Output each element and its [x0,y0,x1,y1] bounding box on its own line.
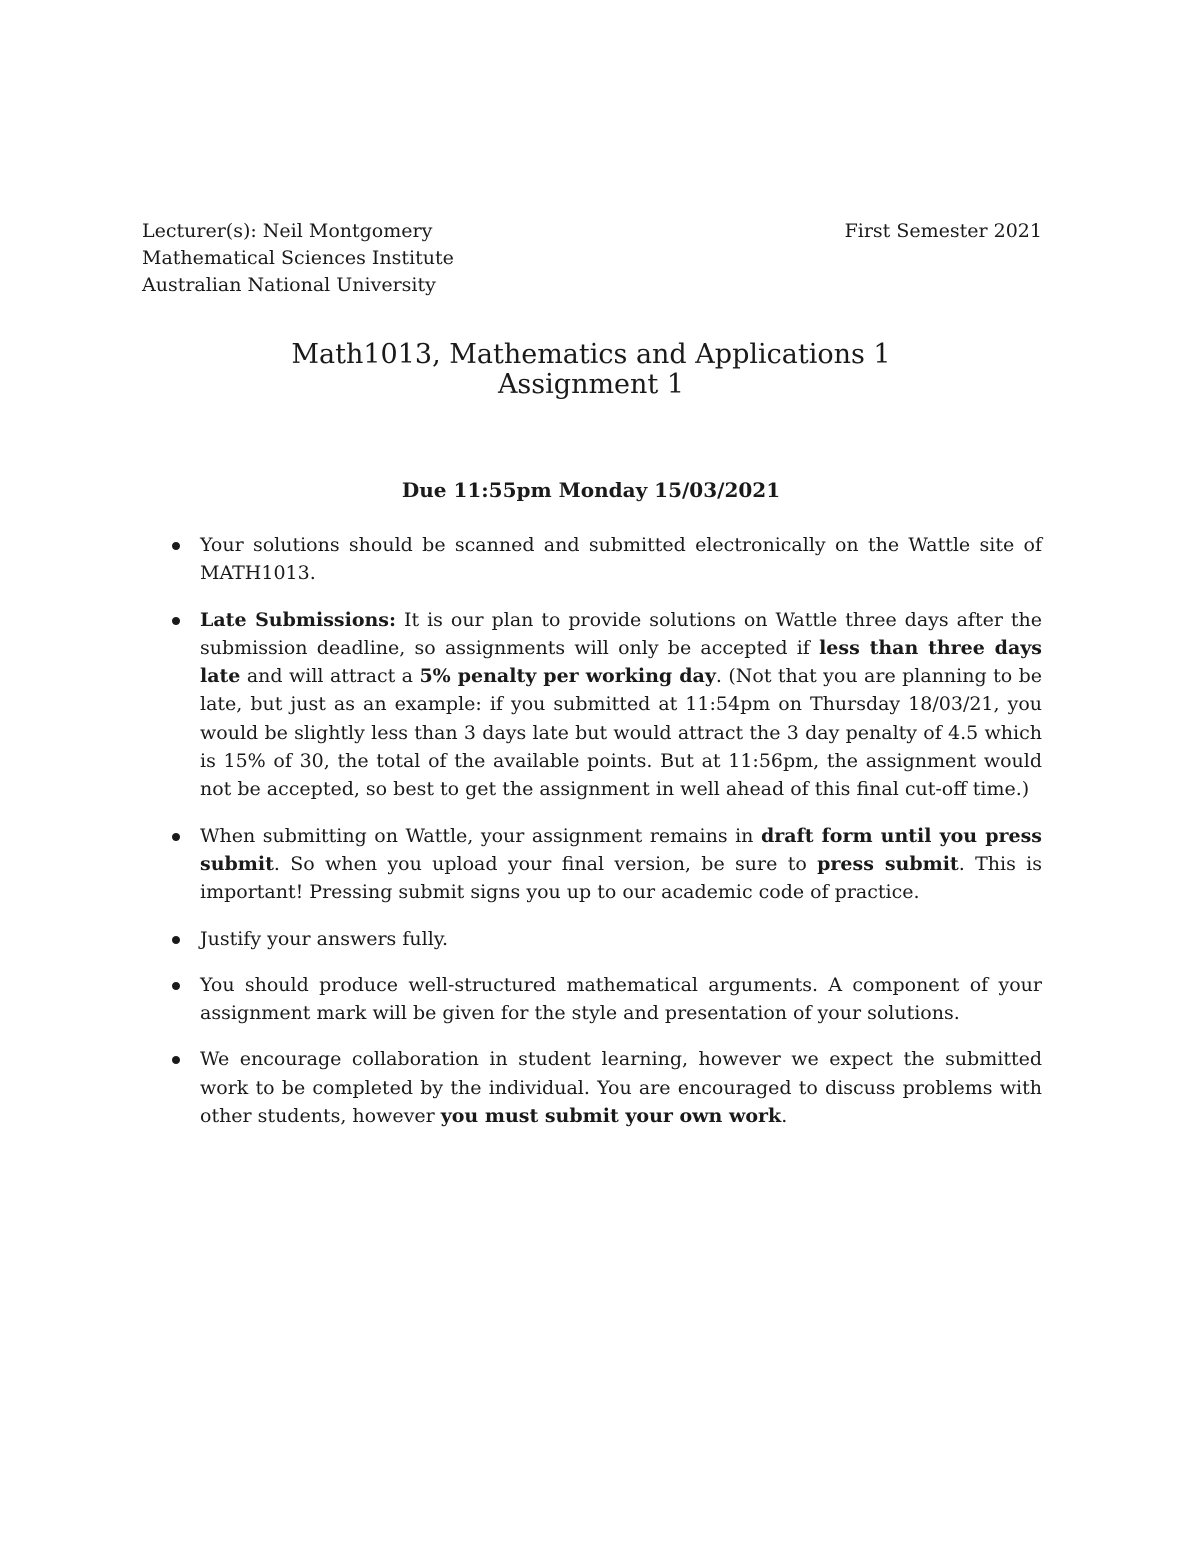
bullet-icon [172,936,180,944]
list-item [172,971,1042,1028]
list-item [172,822,1042,907]
lecturer-info [142,218,454,299]
bullet-icon [172,982,180,990]
university-line: Australian National University [142,274,436,296]
instructions-list [172,531,1042,1148]
list-item [172,531,1042,588]
bullet-text: It is our plan to provide solutions on Wattle three days after the submission deadline, so assignments will only be accepted if [200,608,1042,659]
late-submissions-label: Late Submissions: [200,608,397,631]
list-item [172,606,1042,804]
emphasis-text: 5% penalty per working day [419,665,716,688]
bullet-text: . [781,1105,788,1128]
bullet-text: . (Not that you are planning to be late, but just as an example: if you submitted at 11:54pm on Thursday 18/03/21, you would be slightly less than 3 days late but would attract the 3 day penalty of 4.5 which is 15% of 30, the total of the available points. But at 11:56pm, the assignment would not be accepted, so best to get the assignment in well ahead of this final cut-off time.) [200,665,1043,801]
list-item [172,925,1042,953]
course-title: Math1013, Mathematics and Applications 1 [291,339,891,370]
document-title [0,340,1182,400]
bullet-icon [172,1056,180,1064]
emphasis-text: draft form until you press submit [200,824,1042,875]
due-date: Due 11:55pm Monday 15/03/2021 [401,478,781,502]
bullet-icon [172,542,180,550]
course-header [142,218,1042,299]
bullet-text: Your solutions should be scanned and submitted electronically on the Wattle site of MATH1013. [200,534,1042,585]
bullet-text: . This is important! Pressing submit signs you up to our academic code of practice. [200,852,1042,904]
bullet-icon [172,833,180,841]
lecturer-line: Lecturer(s): Neil Montgomery [142,220,433,242]
emphasis-text: you must submit your own work [440,1105,782,1128]
assignment-title: Assignment 1 [497,369,685,400]
bullet-text: . So when you upload your final version, be sure to [273,852,818,875]
emphasis-text: less than three days late [200,636,1042,688]
emphasis-text: press submit [817,852,959,875]
bullet-icon [172,617,180,625]
bullet-text: When submitting on Wattle, your assignment remains in [200,824,761,847]
bullet-text: We encourage collaboration in student learning, however we expect the submitted work to be completed by the individual. You are encouraged to discuss problems with other students, however [200,1048,1042,1128]
semester-label: First Semester 2021 [844,220,1042,242]
list-item [172,1045,1042,1130]
bullet-text: Justify your answers fully. [200,927,449,950]
bullet-text: and will attract a [240,665,420,688]
bullet-text: You should produce well-structured mathematical arguments. A component of your assignment mark will be given for the style and presentation of your solutions. [200,973,1042,1025]
institute-line: Mathematical Sciences Institute [142,247,454,269]
